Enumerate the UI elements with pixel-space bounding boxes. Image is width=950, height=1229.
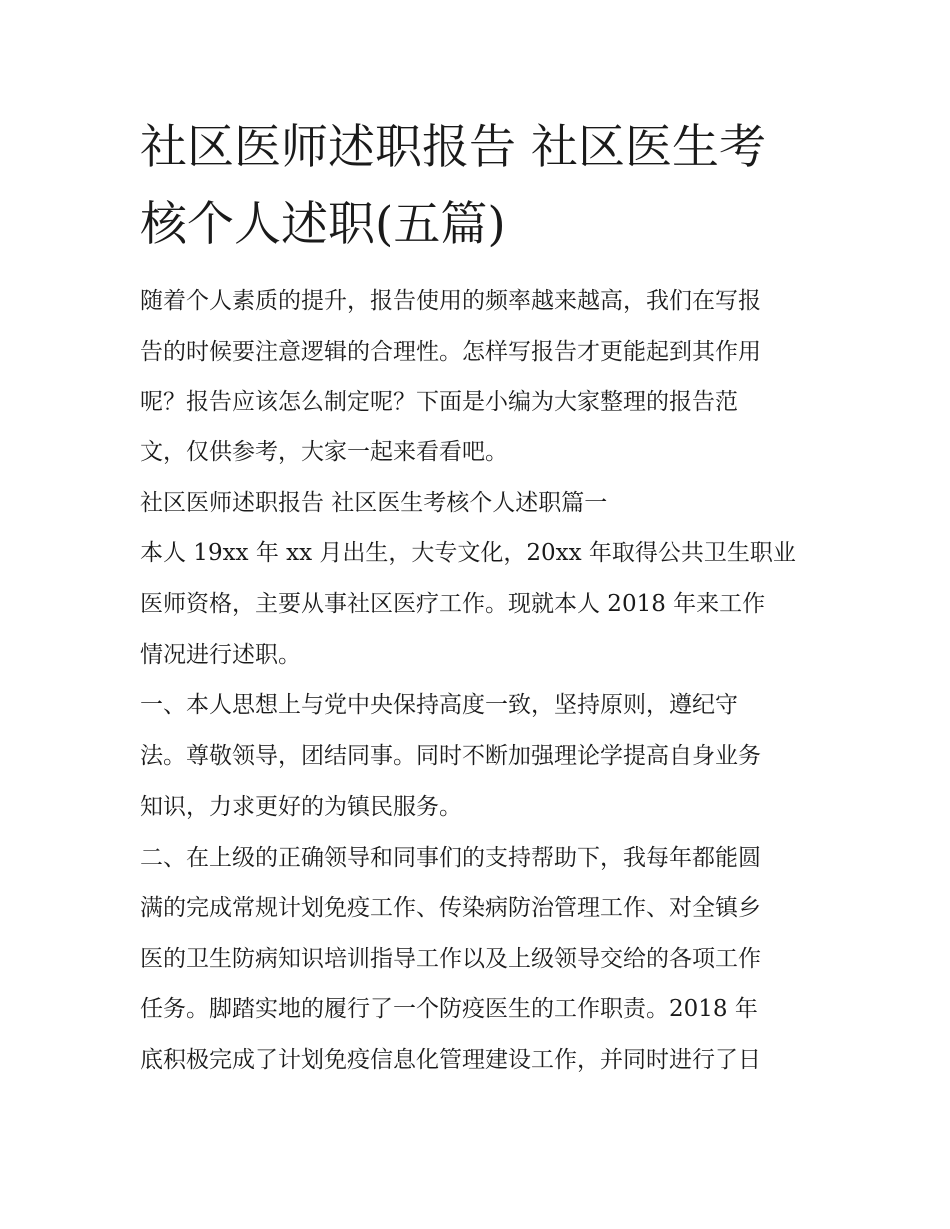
body-line: 一、本人思想上与党中央保持高度一致，坚持原则，遵纪守: [140, 692, 738, 718]
body-line: 医师资格，主要从事社区医疗工作。现就本人 2018 年来工作: [140, 591, 766, 617]
body-line: 呢？报告应该怎么制定呢？下面是小编为大家整理的报告范: [140, 389, 738, 415]
body-line: 文，仅供参考，大家一起来看看吧。: [140, 439, 508, 465]
body-line: 满的完成常规计划免疫工作、传染病防治管理工作、对全镇乡: [140, 895, 761, 921]
body-line: 任务。脚踏实地的履行了一个防疫医生的工作职责。2018 年: [140, 996, 758, 1022]
document-title-line-2: 核个人述职(五篇): [140, 197, 506, 252]
body-line: 医的卫生防病知识培训指导工作以及上级领导交给的各项工作: [140, 946, 761, 972]
document-title-line-1: 社区医师述职报告 社区医生考: [140, 120, 766, 175]
body-line: 本人 19xx 年 xx 月出生，大专文化，20xx 年取得公共卫生职业: [140, 540, 796, 566]
body-line: 法。尊敬领导，团结同事。同时不断加强理论学提高自身业务: [140, 743, 761, 769]
body-line: 知识，力求更好的为镇民服务。: [140, 794, 462, 820]
body-line: 二、在上级的正确领导和同事们的支持帮助下，我每年都能圆: [140, 845, 761, 871]
section-heading: 社区医师述职报告 社区医生考核个人述职篇一: [140, 490, 608, 516]
body-line: 随着个人素质的提升，报告使用的频率越来越高，我们在写报: [140, 288, 761, 314]
body-line: 底积极完成了计划免疫信息化管理建设工作，并同时进行了日: [140, 1047, 761, 1073]
body-line: 情况进行述职。: [140, 642, 301, 668]
body-line: 告的时候要注意逻辑的合理性。怎样写报告才更能起到其作用: [140, 339, 761, 365]
